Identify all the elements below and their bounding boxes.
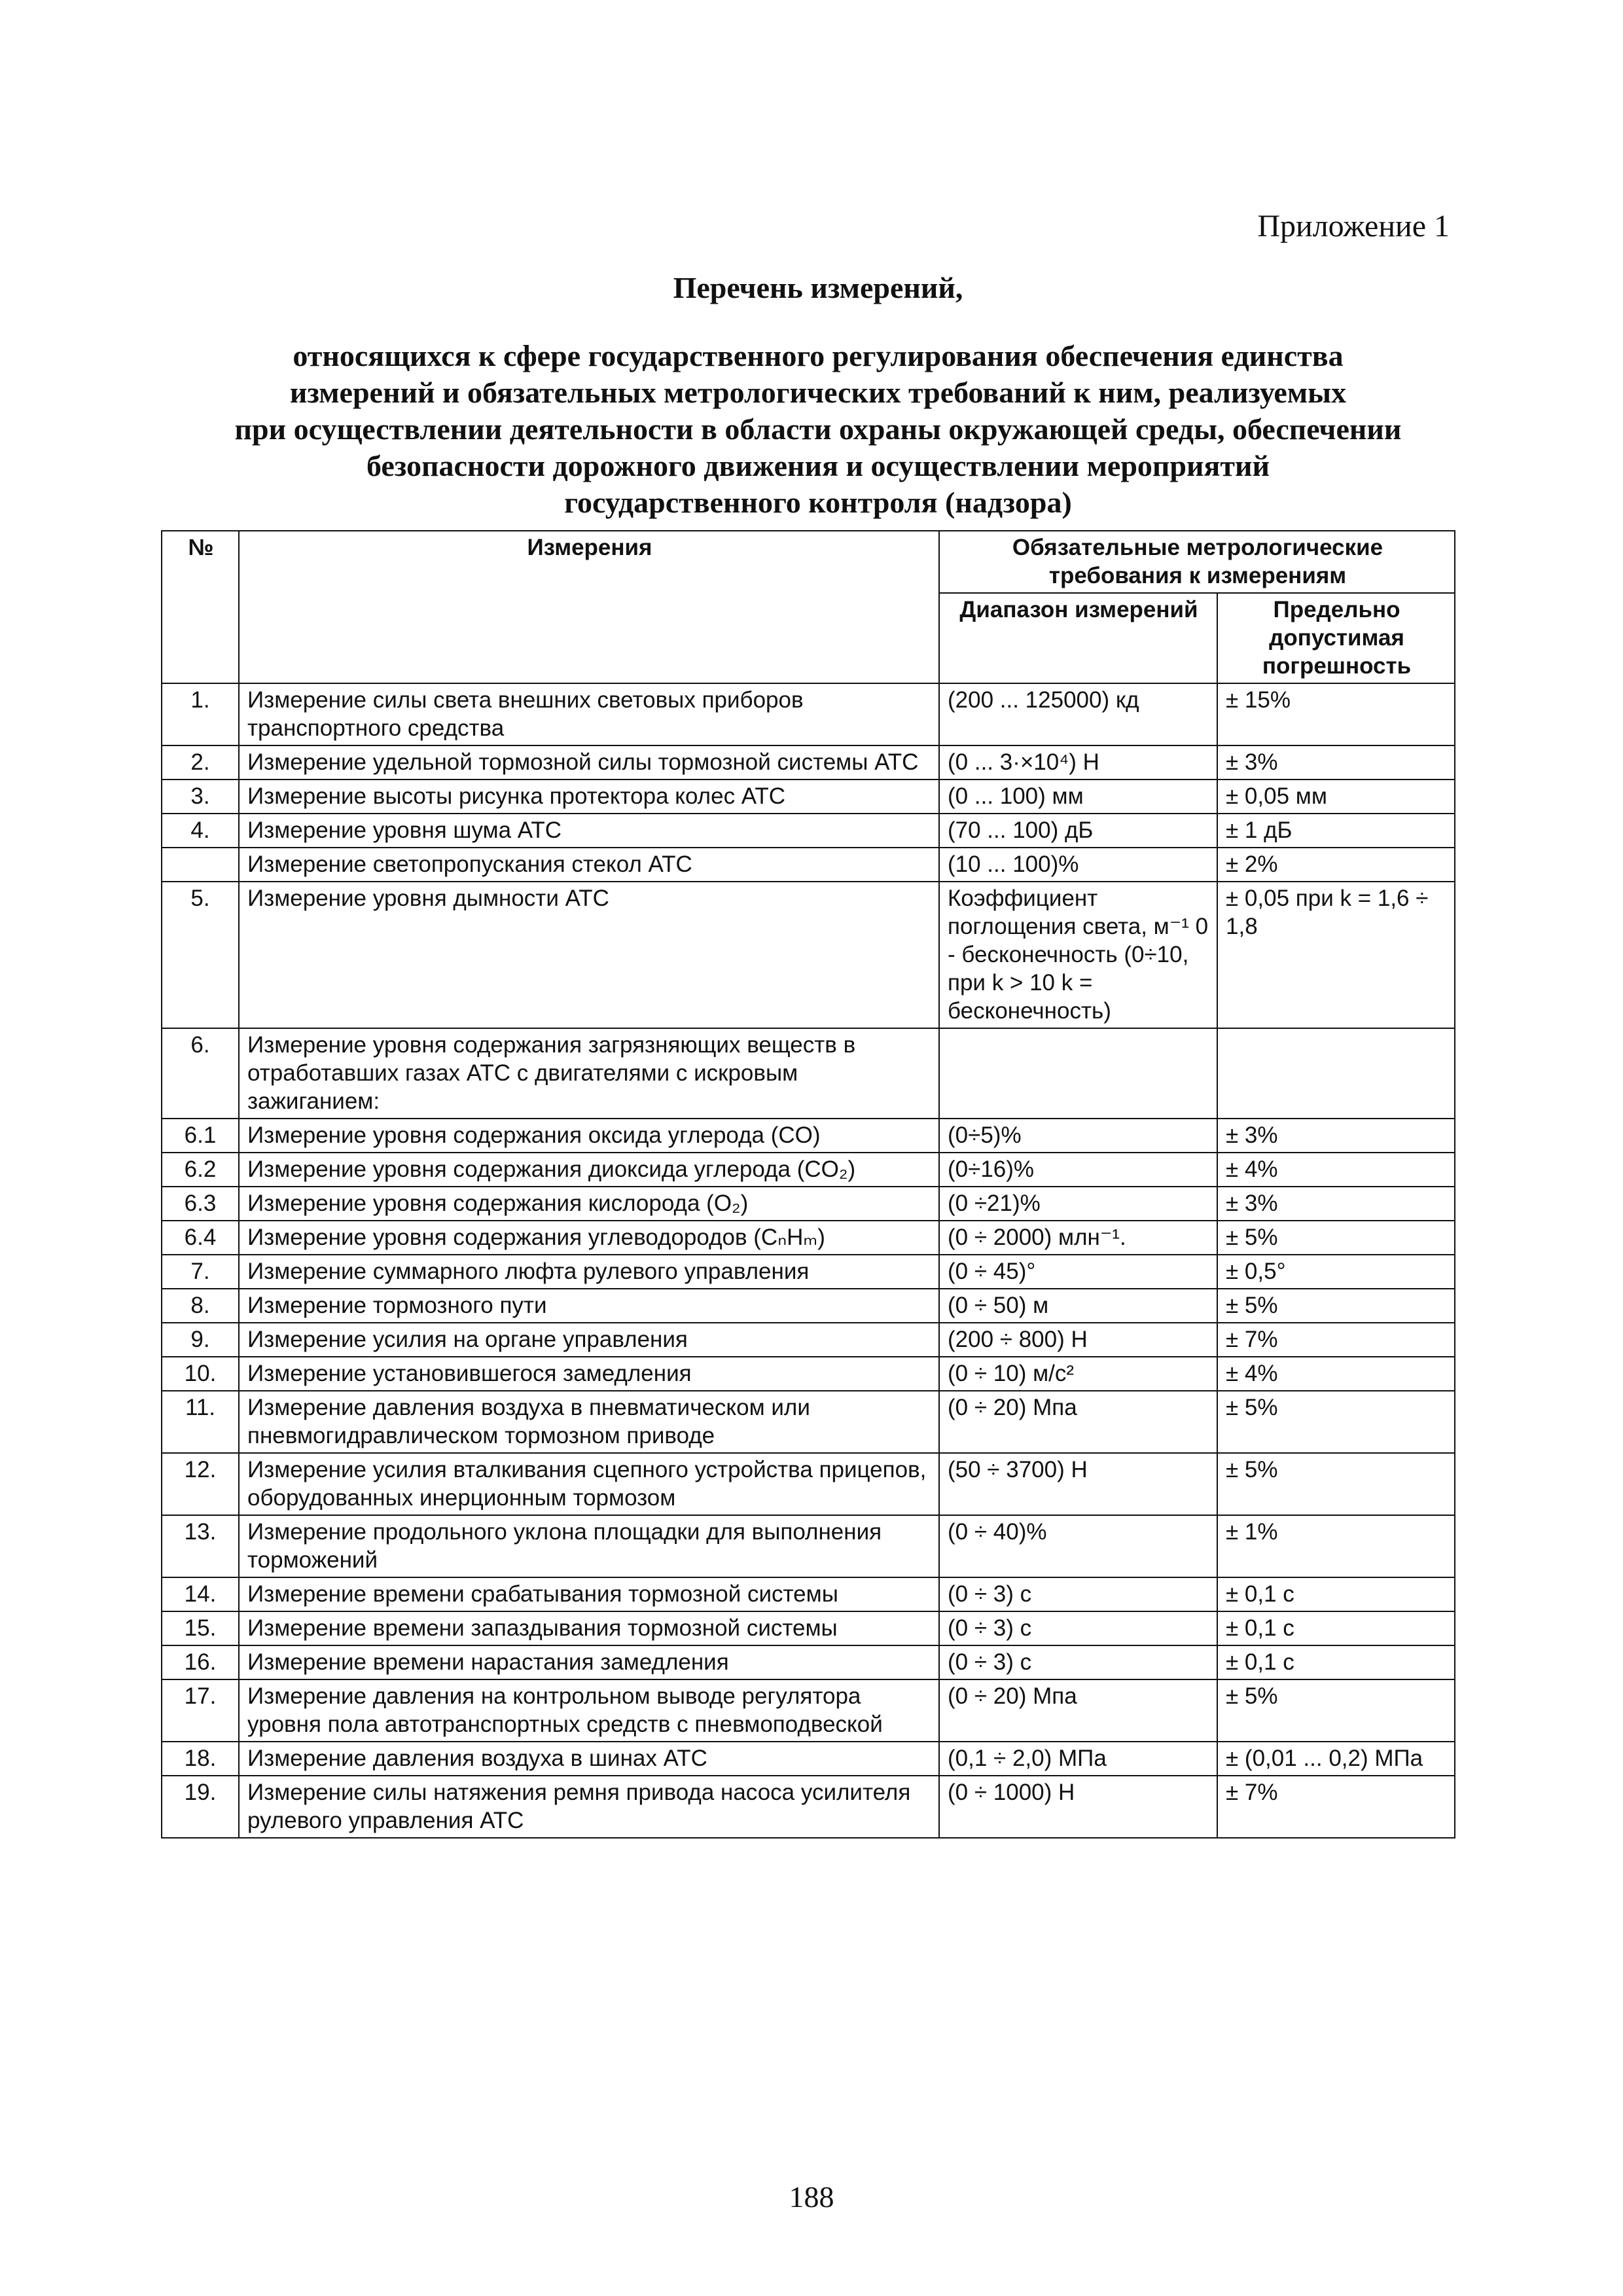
- table-row: [162, 1187, 1455, 1221]
- table-row: [162, 1515, 1455, 1577]
- cell-number: 17.: [162, 1679, 239, 1742]
- cell-error: ± 7%: [1217, 1323, 1455, 1357]
- table-row: [162, 1645, 1455, 1679]
- title-line: относящихся к сфере государственного регулирования обеспечения единства: [293, 339, 1344, 372]
- header-range: Диапазон измерений: [939, 593, 1217, 683]
- cell-error: ± 5%: [1217, 1679, 1455, 1742]
- cell-measurement: Измерение тормозного пути: [239, 1289, 939, 1323]
- cell-error: ± 0,5°: [1217, 1255, 1455, 1289]
- cell-error: ± 4%: [1217, 1153, 1455, 1187]
- cell-range: (0 ÷21)%: [939, 1187, 1217, 1221]
- cell-number: 15.: [162, 1611, 239, 1645]
- cell-error: ± 1%: [1217, 1515, 1455, 1577]
- cell-number: 6.2: [162, 1153, 239, 1187]
- header-measurements: Измерения: [239, 531, 939, 683]
- title-line: измерений и обязательных метрологических требований к ним, реализуемых: [289, 376, 1347, 409]
- table-row: [162, 882, 1455, 1028]
- cell-measurement: Измерение времени запаздывания тормозной системы: [239, 1611, 939, 1645]
- cell-measurement: Измерение продольного уклона площадки для выполнения торможений: [239, 1515, 939, 1577]
- cell-range: (50 ÷ 3700) Н: [939, 1453, 1217, 1515]
- header-number: №: [162, 531, 239, 683]
- cell-range: (0 ÷ 1000) Н: [939, 1776, 1217, 1838]
- cell-range: (0 ÷ 20) Мпа: [939, 1679, 1217, 1742]
- cell-range: (200 ÷ 800) Н: [939, 1323, 1217, 1357]
- table-row: [162, 814, 1455, 848]
- cell-number: 6.3: [162, 1187, 239, 1221]
- cell-range: (0 ... 3·×10⁴) Н: [939, 745, 1217, 780]
- table-row: [162, 745, 1455, 780]
- cell-number: 8.: [162, 1289, 239, 1323]
- cell-measurement: Измерение уровня содержания углеводородов (CₙHₘ): [239, 1221, 939, 1255]
- table-row: [162, 1289, 1455, 1323]
- cell-range: (0 ... 100) мм: [939, 780, 1217, 814]
- table-row: [162, 1119, 1455, 1153]
- table-row: [162, 1679, 1455, 1742]
- table-row: [162, 1776, 1455, 1838]
- cell-measurement: Измерение уровня содержания загрязняющих веществ в отработавших газах АТС с двигателями с искровым зажиганием:: [239, 1028, 939, 1119]
- cell-measurement: Измерение давления воздуха в шинах АТС: [239, 1742, 939, 1776]
- cell-range: (0,1 ÷ 2,0) МПа: [939, 1742, 1217, 1776]
- cell-measurement: Измерение давления воздуха в пневматическом или пневмогидравлическом тормозном приводе: [239, 1391, 939, 1453]
- table-row: [162, 1453, 1455, 1515]
- cell-error: ± 2%: [1217, 848, 1455, 882]
- cell-number: 2.: [162, 745, 239, 780]
- table-row: [162, 683, 1455, 745]
- table-row: [162, 1255, 1455, 1289]
- cell-error: ± 0,05 при k = 1,6 ÷ 1,8: [1217, 882, 1455, 1028]
- cell-number: 3.: [162, 780, 239, 814]
- header-requirements: Обязательные метрологические требования к измерениям: [939, 531, 1455, 593]
- cell-number: 13.: [162, 1515, 239, 1577]
- table-row: [162, 1577, 1455, 1611]
- title-line: Перечень измерений,: [673, 271, 963, 304]
- table-row: [162, 1221, 1455, 1255]
- cell-range: (0÷16)%: [939, 1153, 1217, 1187]
- cell-number: 4.: [162, 814, 239, 848]
- table-row: [162, 848, 1455, 882]
- cell-measurement: Измерение усилия вталкивания сцепного устройства прицепов, оборудованных инерционным тормозом: [239, 1453, 939, 1515]
- cell-error: ± 1 дБ: [1217, 814, 1455, 848]
- cell-measurement: Измерение усилия на органе управления: [239, 1323, 939, 1357]
- cell-range: (10 ... 100)%: [939, 848, 1217, 882]
- cell-measurement: Измерение удельной тормозной силы тормозной системы АТС: [239, 745, 939, 780]
- cell-measurement: Измерение суммарного люфта рулевого управления: [239, 1255, 939, 1289]
- measurements-table: [161, 530, 1455, 1839]
- cell-number: [162, 848, 239, 882]
- cell-range: (0 ÷ 50) м: [939, 1289, 1217, 1323]
- cell-number: 7.: [162, 1255, 239, 1289]
- cell-error: ± 3%: [1217, 1187, 1455, 1221]
- cell-number: 6.1: [162, 1119, 239, 1153]
- cell-range: (0 ÷ 3) с: [939, 1645, 1217, 1679]
- cell-range: Коэффициент поглощения света, м⁻¹ 0 - бесконечность (0÷10, при k > 10 k = бесконечность): [939, 882, 1217, 1028]
- cell-error: ± 0,05 мм: [1217, 780, 1455, 814]
- table-body: [162, 683, 1455, 1838]
- cell-error: ± 5%: [1217, 1453, 1455, 1515]
- cell-number: 12.: [162, 1453, 239, 1515]
- cell-number: 6.4: [162, 1221, 239, 1255]
- table-row: [162, 1391, 1455, 1453]
- cell-measurement: Измерение уровня содержания диоксида углерода (CO₂): [239, 1153, 939, 1187]
- cell-number: 10.: [162, 1357, 239, 1391]
- cell-error: ± 5%: [1217, 1391, 1455, 1453]
- cell-range: (70 ... 100) дБ: [939, 814, 1217, 848]
- cell-number: 16.: [162, 1645, 239, 1679]
- table-row: [162, 1028, 1455, 1119]
- cell-error: ± (0,01 ... 0,2) МПа: [1217, 1742, 1455, 1776]
- cell-range: (200 ... 125000) кд: [939, 683, 1217, 745]
- cell-error: [1217, 1028, 1455, 1119]
- table-row: [162, 1323, 1455, 1357]
- cell-range: (0 ÷ 2000) млн⁻¹.: [939, 1221, 1217, 1255]
- cell-measurement: Измерение уровня шума АТС: [239, 814, 939, 848]
- cell-measurement: Измерение уровня содержания кислорода (O₂): [239, 1187, 939, 1221]
- cell-measurement: Измерение времени нарастания замедления: [239, 1645, 939, 1679]
- cell-range: (0÷5)%: [939, 1119, 1217, 1153]
- table-row: [162, 1357, 1455, 1391]
- cell-number: 19.: [162, 1776, 239, 1838]
- document-title: [151, 270, 1486, 521]
- cell-measurement: Измерение уровня дымности АТС: [239, 882, 939, 1028]
- cell-range: [939, 1028, 1217, 1119]
- title-line: безопасности дорожного движения и осуществлении мероприятий: [366, 449, 1270, 482]
- cell-error: ± 3%: [1217, 745, 1455, 780]
- cell-error: ± 7%: [1217, 1776, 1455, 1838]
- cell-number: 6.: [162, 1028, 239, 1119]
- cell-measurement: Измерение высоты рисунка протектора колес АТС: [239, 780, 939, 814]
- cell-number: 1.: [162, 683, 239, 745]
- cell-range: (0 ÷ 3) с: [939, 1577, 1217, 1611]
- table-row: [162, 1611, 1455, 1645]
- cell-error: ± 15%: [1217, 683, 1455, 745]
- cell-number: 9.: [162, 1323, 239, 1357]
- cell-error: ± 5%: [1217, 1221, 1455, 1255]
- cell-error: ± 5%: [1217, 1289, 1455, 1323]
- cell-number: 18.: [162, 1742, 239, 1776]
- cell-measurement: Измерение давления на контрольном выводе регулятора уровня пола автотранспортных средств с пневмоподвеской: [239, 1679, 939, 1742]
- cell-range: (0 ÷ 45)°: [939, 1255, 1217, 1289]
- cell-measurement: Измерение времени срабатывания тормозной системы: [239, 1577, 939, 1611]
- table-row: [162, 1742, 1455, 1776]
- cell-range: (0 ÷ 10) м/с²: [939, 1357, 1217, 1391]
- cell-number: 5.: [162, 882, 239, 1028]
- cell-range: (0 ÷ 20) Мпа: [939, 1391, 1217, 1453]
- cell-range: (0 ÷ 3) с: [939, 1611, 1217, 1645]
- cell-measurement: Измерение силы натяжения ремня привода насоса усилителя рулевого управления АТС: [239, 1776, 939, 1838]
- header-error: Предельно допустимая погрешность: [1217, 593, 1455, 683]
- page-number: 188: [789, 2180, 834, 2214]
- appendix-label: Приложение 1: [1257, 209, 1450, 243]
- table-row: [162, 1153, 1455, 1187]
- cell-measurement: Измерение силы света внешних световых приборов транспортного средства: [239, 683, 939, 745]
- cell-number: 14.: [162, 1577, 239, 1611]
- table-row: [162, 780, 1455, 814]
- cell-error: ± 0,1 с: [1217, 1611, 1455, 1645]
- cell-number: 11.: [162, 1391, 239, 1453]
- cell-measurement: Измерение светопропускания стекол АТС: [239, 848, 939, 882]
- cell-error: ± 4%: [1217, 1357, 1455, 1391]
- cell-error: ± 0,1 с: [1217, 1645, 1455, 1679]
- cell-range: (0 ÷ 40)%: [939, 1515, 1217, 1577]
- cell-error: ± 3%: [1217, 1119, 1455, 1153]
- cell-measurement: Измерение уровня содержания оксида углерода (CO): [239, 1119, 939, 1153]
- title-line: государственного контроля (надзора): [564, 486, 1072, 519]
- title-line: при осуществлении деятельности в области охраны окружающей среды, обеспечении: [234, 412, 1402, 446]
- cell-error: ± 0,1 с: [1217, 1577, 1455, 1611]
- cell-measurement: Измерение установившегося замедления: [239, 1357, 939, 1391]
